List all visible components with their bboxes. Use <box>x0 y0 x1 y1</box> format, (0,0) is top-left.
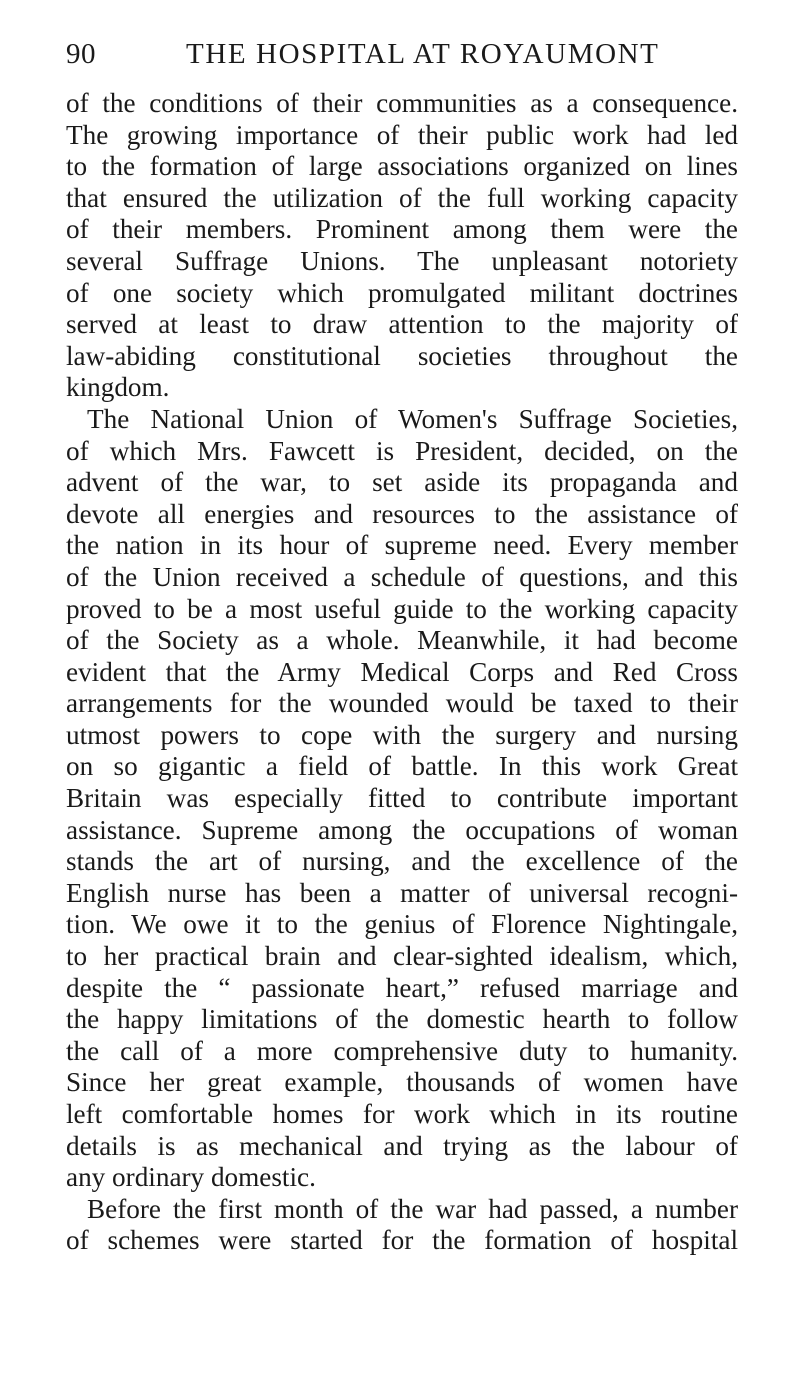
text-line: to the formation of large associations organized on lines <box>66 151 738 182</box>
text-line: several Suffrage Unions. The unpleasant notoriety <box>66 245 738 276</box>
text-line: Before the first month of the war had passed, a number <box>87 1193 738 1224</box>
text-line: on so gigantic a field of battle. In this work Great <box>66 751 738 782</box>
text-line: assistance. Supreme among the occupations of woman <box>66 814 738 845</box>
text-line: kingdom. <box>66 372 170 403</box>
text-line: law-abiding constitutional societies throughout the <box>66 340 738 371</box>
text-line: The National Union of Women's Suffrage Societies, <box>87 403 738 434</box>
running-title: THE HOSPITAL AT ROYAUMONT <box>186 38 660 70</box>
text-line: of their members. Prominent among them were the <box>66 214 738 245</box>
text-line: evident that the Army Medical Corps and Red Cross <box>66 656 738 687</box>
text-line: despite the “ passionate heart,” refused marriage and <box>66 972 738 1003</box>
text-line: advent of the war, to set aside its propaganda and <box>66 467 738 498</box>
text-line: The growing importance of their public work had led <box>66 119 738 150</box>
page-number: 90 <box>66 38 96 70</box>
text-line: the call of a more comprehensive duty to humanity. <box>66 1035 738 1066</box>
text-line: utmost powers to cope with the surgery and nursing <box>66 719 738 750</box>
running-head <box>66 34 738 74</box>
text-line: of the Union received a schedule of questions, and this <box>66 561 738 592</box>
text-line: of the Society as a whole. Meanwhile, it had become <box>66 625 738 656</box>
text-line: that ensured the utilization of the full working capacity <box>66 182 738 213</box>
text-line: of schemes were started for the formation of hospital <box>66 1225 738 1256</box>
text-line: the happy limitations of the domestic hearth to follow <box>66 1004 738 1035</box>
text-line: of which Mrs. Fawcett is President, decided, on the <box>66 435 738 466</box>
text-line: proved to be a most useful guide to the working capacity <box>66 593 738 624</box>
text-line: the nation in its hour of supreme need. Every member <box>66 530 738 561</box>
text-line: of one society which promulgated militant doctrines <box>66 277 738 308</box>
text-line: devote all energies and resources to the assistance of <box>66 498 738 529</box>
text-line: English nurse has been a matter of universal recogni- <box>66 877 738 908</box>
text-line: tion. We owe it to the genius of Florence Nightingale, <box>66 909 738 940</box>
text-line: Britain was especially fitted to contribute important <box>66 783 738 814</box>
text-line: stands the art of nursing, and the excellence of the <box>66 846 738 877</box>
text-line: served at least to draw attention to the majority of <box>66 309 738 340</box>
text-line: details is as mechanical and trying as the labour of <box>66 1130 738 1161</box>
text-line: arrangements for the wounded would be taxed to their <box>66 688 738 719</box>
text-line: Since her great example, thousands of women have <box>66 1067 738 1098</box>
text-line: to her practical brain and clear-sighted idealism, which, <box>66 941 738 972</box>
text-line: any ordinary domestic. <box>66 1162 316 1193</box>
text-line: left comfortable homes for work which in its routine <box>66 1099 738 1129</box>
body-text <box>66 88 738 1257</box>
text-line: of the conditions of their communities as a consequence. <box>66 88 738 118</box>
